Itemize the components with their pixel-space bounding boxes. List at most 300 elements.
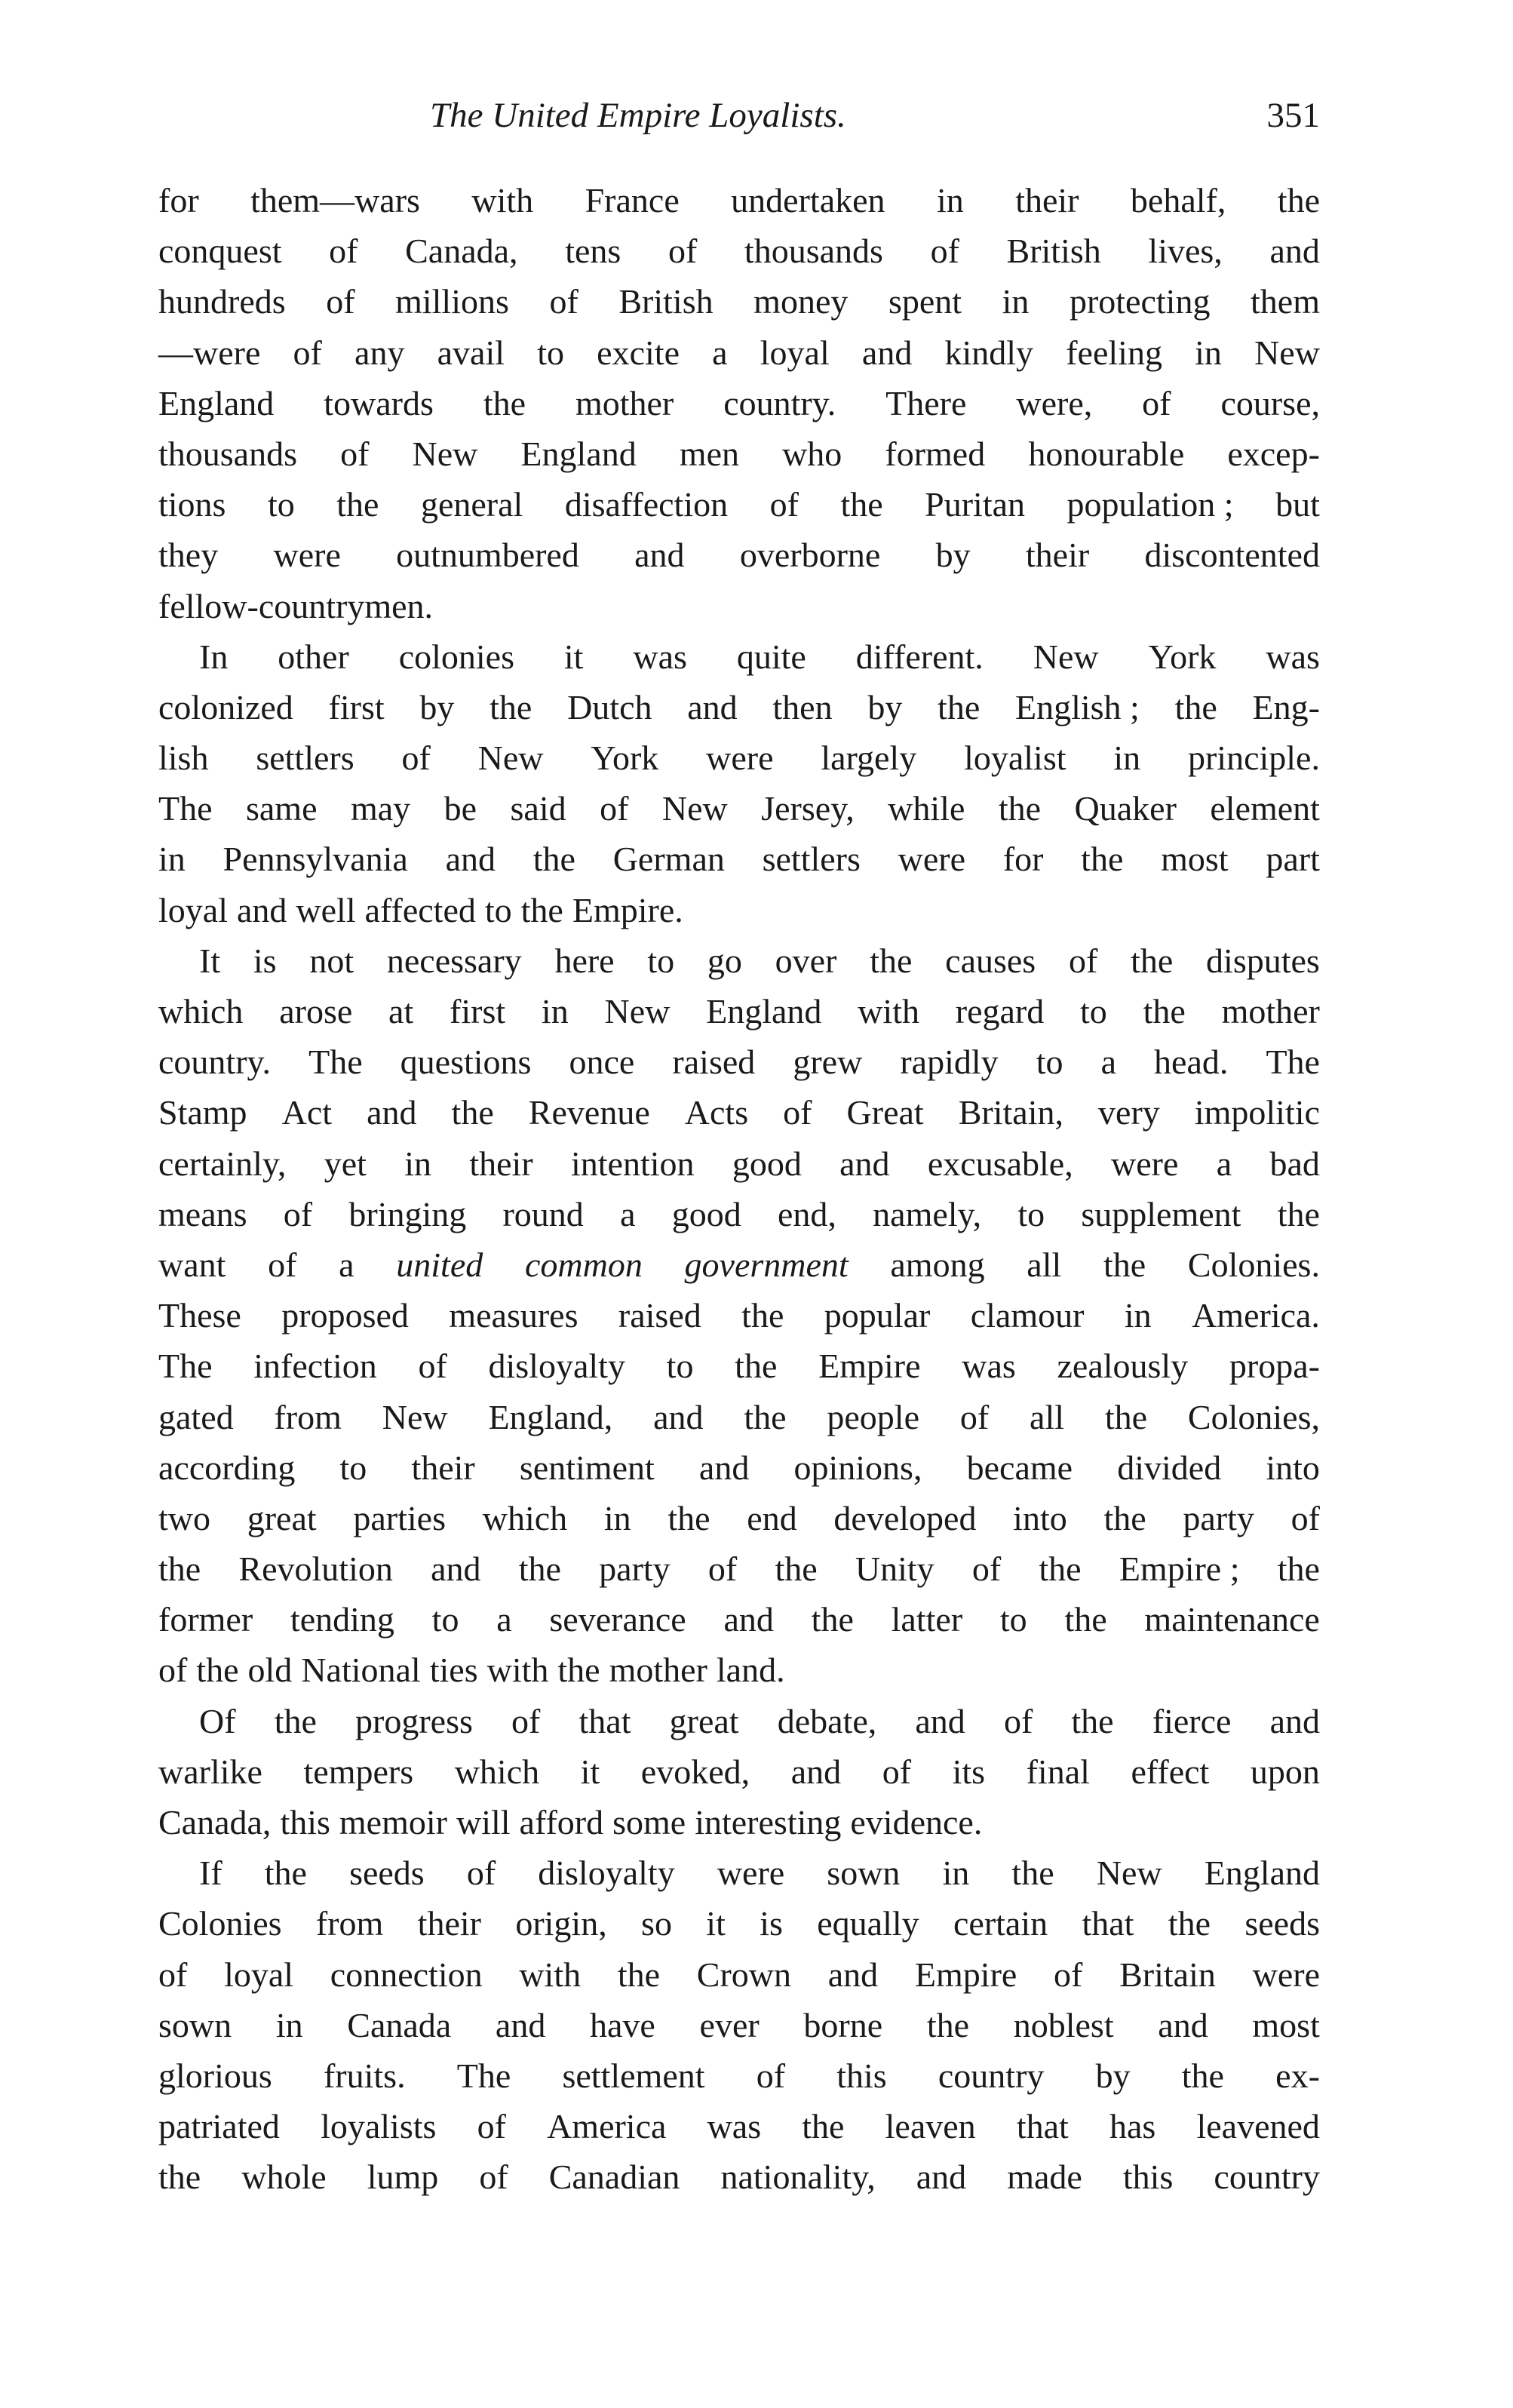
page-header bbox=[158, 89, 1320, 142]
word: was bbox=[962, 1347, 1016, 1386]
word: were bbox=[273, 536, 341, 575]
word: while bbox=[888, 789, 965, 828]
word: Empire. bbox=[572, 890, 683, 929]
word: of bbox=[477, 2107, 506, 2146]
word: and bbox=[634, 536, 685, 575]
word: Empire ; bbox=[1119, 1550, 1240, 1589]
word: then bbox=[772, 687, 833, 726]
word: hundreds bbox=[158, 282, 286, 321]
word: general bbox=[420, 485, 523, 524]
word: British bbox=[1006, 232, 1101, 271]
word: first bbox=[328, 687, 385, 726]
word: evidence. bbox=[850, 1803, 983, 1841]
word: the bbox=[1277, 181, 1320, 220]
word: New bbox=[1033, 637, 1099, 676]
word: the bbox=[557, 1651, 600, 1690]
word: afford bbox=[519, 1803, 604, 1841]
word: who bbox=[782, 434, 842, 473]
word: avail bbox=[437, 333, 505, 372]
word: of bbox=[882, 1752, 912, 1791]
word: Britain, bbox=[958, 1093, 1063, 1132]
word: and bbox=[723, 1600, 774, 1639]
word: of bbox=[959, 1397, 990, 1436]
word: to bbox=[666, 1347, 694, 1386]
word: of bbox=[340, 434, 370, 473]
word: Britain bbox=[1119, 1955, 1216, 1994]
word: the bbox=[518, 1550, 561, 1589]
word: may bbox=[350, 789, 411, 828]
text-line bbox=[158, 1898, 1320, 1949]
word: means bbox=[158, 1194, 247, 1233]
word: party bbox=[1183, 1498, 1254, 1537]
word: end, bbox=[777, 1194, 836, 1233]
word: at bbox=[388, 992, 414, 1030]
word: of bbox=[158, 1651, 188, 1690]
word: to bbox=[484, 890, 512, 929]
word: lives, bbox=[1148, 232, 1223, 271]
word: country. bbox=[158, 1043, 272, 1082]
word: were bbox=[717, 1854, 785, 1893]
word: thousands bbox=[158, 434, 297, 473]
word: of bbox=[418, 1347, 447, 1386]
word: the bbox=[1103, 1498, 1146, 1537]
word: in bbox=[1195, 333, 1222, 372]
word: Quaker bbox=[1074, 789, 1177, 828]
word: of bbox=[756, 2056, 786, 2095]
word: Canada, bbox=[405, 232, 518, 271]
word: head. bbox=[1154, 1043, 1229, 1082]
word: some bbox=[612, 1803, 686, 1841]
word: the bbox=[840, 485, 883, 524]
word: Canada, bbox=[158, 1803, 272, 1841]
word: a bbox=[339, 1245, 354, 1284]
word: measures bbox=[449, 1296, 578, 1335]
word: colonized bbox=[158, 687, 293, 726]
word: and bbox=[916, 2158, 967, 2197]
word: same bbox=[245, 789, 318, 828]
word: and bbox=[698, 1448, 750, 1487]
word: to bbox=[1036, 1043, 1063, 1082]
word: the bbox=[1277, 1194, 1320, 1233]
word: in bbox=[603, 1498, 631, 1537]
word: that bbox=[1082, 1904, 1134, 1943]
word: in bbox=[158, 840, 186, 879]
word: which bbox=[482, 1498, 568, 1537]
word: to bbox=[431, 1600, 459, 1639]
page-number: 351 bbox=[1266, 96, 1320, 135]
word: the bbox=[1277, 1550, 1320, 1589]
word: was bbox=[707, 2107, 762, 2146]
word: clamour bbox=[970, 1296, 1085, 1335]
word: England bbox=[706, 992, 822, 1030]
word: the bbox=[1168, 1904, 1211, 1943]
word: disloyalty bbox=[538, 1854, 675, 1893]
word: in bbox=[275, 2005, 303, 2044]
word: America. bbox=[1192, 1296, 1320, 1335]
word: country bbox=[1214, 2158, 1320, 2197]
word: of bbox=[466, 1854, 496, 1893]
word: The bbox=[456, 2056, 511, 2095]
word: undertaken bbox=[731, 181, 885, 220]
word: interesting bbox=[695, 1803, 842, 1841]
word: New bbox=[477, 739, 544, 778]
text-line bbox=[158, 1594, 1320, 1645]
word: a bbox=[496, 1600, 512, 1639]
word: the bbox=[532, 840, 575, 879]
word: principle. bbox=[1187, 739, 1320, 778]
word: the bbox=[1103, 1245, 1146, 1284]
word: behalf, bbox=[1130, 181, 1226, 220]
word: their bbox=[1025, 536, 1090, 575]
word: divided bbox=[1117, 1448, 1222, 1487]
word: of bbox=[1068, 941, 1098, 980]
word: Empire bbox=[818, 1347, 921, 1386]
word: the bbox=[1131, 941, 1174, 980]
text-line bbox=[158, 1949, 1320, 2000]
word: is bbox=[253, 941, 277, 980]
word: loyal bbox=[760, 333, 830, 372]
word: their bbox=[417, 1904, 481, 1943]
word: New bbox=[604, 992, 671, 1030]
word: with bbox=[471, 181, 534, 220]
word: of bbox=[1054, 1955, 1083, 1994]
word: lump bbox=[367, 2158, 439, 2197]
word: affected bbox=[364, 890, 476, 929]
word: New bbox=[382, 1397, 448, 1436]
word: the bbox=[617, 1955, 661, 1994]
word: sown bbox=[158, 2005, 232, 2044]
word: largely bbox=[821, 739, 917, 778]
word: Puritan bbox=[925, 485, 1026, 524]
word: the bbox=[775, 1550, 818, 1589]
word: this bbox=[1122, 2158, 1174, 2197]
word: the bbox=[158, 2158, 201, 2197]
word: the bbox=[735, 1347, 778, 1386]
word: the bbox=[1064, 1600, 1107, 1639]
word: Great bbox=[846, 1093, 924, 1132]
word: round bbox=[502, 1194, 584, 1233]
text-line bbox=[158, 631, 1320, 682]
word: spent bbox=[888, 282, 962, 321]
text-line bbox=[158, 327, 1320, 378]
word: into bbox=[1266, 1448, 1320, 1487]
word: element bbox=[1210, 789, 1320, 828]
word: land. bbox=[716, 1651, 785, 1690]
text-line bbox=[158, 834, 1320, 884]
word: tens bbox=[565, 232, 621, 271]
word: in bbox=[404, 1144, 432, 1183]
word: great bbox=[669, 1701, 739, 1740]
word: In bbox=[199, 637, 229, 676]
text-line bbox=[158, 479, 1320, 530]
word: old bbox=[247, 1651, 293, 1690]
word: outnumbered bbox=[396, 536, 579, 575]
word: of bbox=[1142, 383, 1171, 422]
word: Stamp bbox=[158, 1093, 247, 1132]
word: lish bbox=[158, 739, 209, 778]
word: which bbox=[158, 992, 244, 1030]
word: good bbox=[671, 1194, 741, 1233]
text-line bbox=[158, 1189, 1320, 1239]
word: of bbox=[668, 232, 698, 271]
word: government bbox=[684, 1245, 849, 1284]
word: England bbox=[158, 383, 275, 422]
word: were bbox=[706, 739, 774, 778]
word: united bbox=[396, 1245, 483, 1284]
word: with bbox=[486, 1651, 549, 1690]
word: the bbox=[264, 1854, 307, 1893]
word: any bbox=[354, 333, 405, 372]
word: yet bbox=[324, 1144, 367, 1183]
word: America bbox=[547, 2107, 667, 2146]
word: all bbox=[1030, 1397, 1065, 1436]
word: of bbox=[158, 1955, 188, 1994]
word: of bbox=[329, 232, 358, 271]
word: rapidly bbox=[900, 1043, 999, 1082]
word: of bbox=[707, 1550, 738, 1589]
text-line bbox=[158, 1392, 1320, 1442]
word: of bbox=[1290, 1498, 1320, 1537]
word: protecting bbox=[1069, 282, 1211, 321]
word: certain bbox=[953, 1904, 1048, 1943]
word: Colonies bbox=[158, 1904, 282, 1943]
word: loyal bbox=[158, 890, 228, 929]
word: and bbox=[431, 1550, 481, 1589]
word: that bbox=[578, 1701, 631, 1740]
word: popular bbox=[824, 1296, 931, 1335]
word: England, bbox=[488, 1397, 613, 1436]
word: its bbox=[952, 1752, 986, 1791]
word: of bbox=[783, 1093, 812, 1132]
word: to bbox=[537, 333, 564, 372]
word: the bbox=[1143, 992, 1186, 1030]
word: tempers bbox=[303, 1752, 414, 1791]
text-line bbox=[158, 1341, 1320, 1391]
word: Of bbox=[199, 1701, 236, 1740]
word: of bbox=[549, 282, 578, 321]
word: Colonies, bbox=[1187, 1397, 1320, 1436]
text-line bbox=[158, 1442, 1320, 1493]
word: but bbox=[1275, 485, 1320, 524]
word: York bbox=[1148, 637, 1217, 676]
word: The bbox=[308, 1043, 363, 1082]
word: and bbox=[653, 1397, 704, 1436]
word: the bbox=[998, 789, 1042, 828]
word: to bbox=[999, 1600, 1027, 1639]
word: —were bbox=[158, 333, 261, 372]
word: the bbox=[196, 1651, 239, 1690]
text-line bbox=[158, 2050, 1320, 2101]
word: not bbox=[309, 941, 354, 980]
word: loyalists bbox=[321, 2107, 437, 2146]
word: made bbox=[1007, 2158, 1082, 2197]
word: this bbox=[836, 2056, 887, 2095]
word: raised bbox=[618, 1296, 701, 1335]
word: were bbox=[898, 840, 966, 879]
word: the bbox=[1174, 687, 1217, 726]
word: kindly bbox=[944, 333, 1034, 372]
word: will bbox=[456, 1803, 511, 1841]
word: with bbox=[858, 992, 919, 1030]
word: that bbox=[1016, 2107, 1069, 2146]
word: and bbox=[445, 840, 496, 879]
word: by bbox=[935, 536, 971, 575]
word: bringing bbox=[348, 1194, 467, 1233]
word: two bbox=[158, 1498, 210, 1537]
word: to bbox=[267, 485, 295, 524]
word: disaffection bbox=[564, 485, 729, 524]
text-line bbox=[158, 935, 1320, 986]
word: most bbox=[1252, 2005, 1320, 2044]
word: Pennsylvania bbox=[222, 840, 408, 879]
word: thousands bbox=[744, 232, 883, 271]
word: of bbox=[1003, 1701, 1033, 1740]
word: of bbox=[283, 1194, 313, 1233]
text-line bbox=[158, 1543, 1320, 1594]
word: severance bbox=[549, 1600, 686, 1639]
word: were, bbox=[1016, 383, 1093, 422]
word: of bbox=[479, 2158, 508, 2197]
word: became bbox=[966, 1448, 1073, 1487]
word: namely, bbox=[873, 1194, 982, 1233]
word: necessary bbox=[386, 941, 522, 980]
word: Empire bbox=[914, 1955, 1017, 1994]
word: ex- bbox=[1275, 2056, 1320, 2095]
word: and bbox=[827, 1955, 879, 1994]
word: effect bbox=[1131, 1752, 1210, 1791]
word: by bbox=[419, 687, 455, 726]
word: the bbox=[668, 1498, 710, 1537]
word: into bbox=[1013, 1498, 1067, 1537]
word: bad bbox=[1269, 1144, 1320, 1183]
word: different. bbox=[855, 637, 984, 676]
word: sentiment bbox=[519, 1448, 655, 1487]
text-line bbox=[158, 986, 1320, 1037]
text-line bbox=[158, 1645, 1320, 1695]
word: people bbox=[827, 1397, 920, 1436]
word: If bbox=[199, 1854, 222, 1893]
word: connection bbox=[330, 1955, 483, 1994]
text-line bbox=[158, 378, 1320, 428]
word: supplement bbox=[1081, 1194, 1241, 1233]
text-line bbox=[158, 2000, 1320, 2050]
word: were bbox=[1111, 1144, 1179, 1183]
word: the bbox=[1081, 840, 1124, 879]
word: evoked, bbox=[640, 1752, 750, 1791]
text-line bbox=[158, 1746, 1320, 1797]
word: the bbox=[926, 2005, 970, 2044]
word: National bbox=[301, 1651, 421, 1690]
word: the bbox=[490, 687, 532, 726]
word: millions bbox=[395, 282, 509, 321]
word: in bbox=[1002, 282, 1030, 321]
text-line bbox=[158, 1087, 1320, 1138]
word: the bbox=[811, 1600, 854, 1639]
word: for bbox=[158, 181, 199, 220]
word: excite bbox=[597, 333, 680, 372]
text-line bbox=[158, 276, 1320, 327]
word: Unity bbox=[855, 1550, 934, 1589]
word: of bbox=[268, 1245, 297, 1284]
word: a bbox=[1216, 1144, 1232, 1183]
word: great bbox=[247, 1498, 317, 1537]
running-title: The United Empire Loyalists. bbox=[430, 96, 846, 135]
text-line bbox=[158, 1847, 1320, 1898]
word: Revenue bbox=[528, 1093, 650, 1132]
word: Revolution bbox=[238, 1550, 393, 1589]
word: These bbox=[158, 1296, 241, 1335]
word: the bbox=[520, 890, 563, 929]
word: German bbox=[612, 840, 725, 879]
word: Act bbox=[281, 1093, 333, 1132]
word: mother bbox=[609, 1651, 707, 1690]
word: common bbox=[524, 1245, 643, 1284]
word: fruits. bbox=[323, 2056, 406, 2095]
word: men bbox=[679, 434, 739, 473]
word: the bbox=[744, 1397, 787, 1436]
word: progress bbox=[355, 1701, 473, 1740]
word: formed bbox=[885, 434, 986, 473]
word: raised bbox=[672, 1043, 756, 1082]
word: go bbox=[707, 941, 742, 980]
word: France bbox=[585, 181, 680, 220]
word: them bbox=[1251, 282, 1320, 321]
word: intention bbox=[570, 1144, 695, 1183]
word: noblest bbox=[1013, 2005, 1114, 2044]
word: fellow-countrymen. bbox=[158, 586, 434, 625]
word: according bbox=[158, 1448, 296, 1487]
word: mother bbox=[575, 383, 674, 422]
word: causes bbox=[945, 941, 1036, 980]
word: said bbox=[510, 789, 566, 828]
word: excusable, bbox=[927, 1144, 1073, 1183]
word: the bbox=[870, 941, 913, 980]
text-line bbox=[158, 1138, 1320, 1189]
word: the bbox=[1039, 1550, 1082, 1589]
word: and bbox=[915, 1701, 965, 1740]
word: The bbox=[158, 1347, 213, 1386]
word: former bbox=[158, 1600, 253, 1639]
word: of bbox=[401, 739, 431, 778]
word: from bbox=[274, 1397, 342, 1436]
word: British bbox=[618, 282, 714, 321]
word: country. bbox=[723, 383, 836, 422]
word: seeds bbox=[1244, 1904, 1320, 1943]
word: settlers bbox=[256, 739, 354, 778]
word: proposed bbox=[281, 1296, 409, 1335]
word: parties bbox=[353, 1498, 446, 1537]
word: and bbox=[367, 1093, 417, 1132]
word: it bbox=[706, 1904, 726, 1943]
word: their bbox=[469, 1144, 533, 1183]
word: Canada bbox=[347, 2005, 452, 2044]
word: want bbox=[158, 1245, 226, 1284]
word: disputes bbox=[1206, 941, 1320, 980]
word: and bbox=[1158, 2005, 1208, 2044]
text-line bbox=[158, 783, 1320, 834]
word: mother bbox=[1221, 992, 1320, 1030]
text-line bbox=[158, 2101, 1320, 2152]
word: settlers bbox=[762, 840, 861, 879]
word: be bbox=[443, 789, 477, 828]
word: equally bbox=[817, 1904, 919, 1943]
word: impolitic bbox=[1194, 1093, 1320, 1132]
word: It bbox=[199, 941, 221, 980]
word: to bbox=[647, 941, 675, 980]
word: and bbox=[1269, 1701, 1320, 1740]
word: borne bbox=[803, 2005, 883, 2044]
word: propa- bbox=[1229, 1347, 1320, 1386]
